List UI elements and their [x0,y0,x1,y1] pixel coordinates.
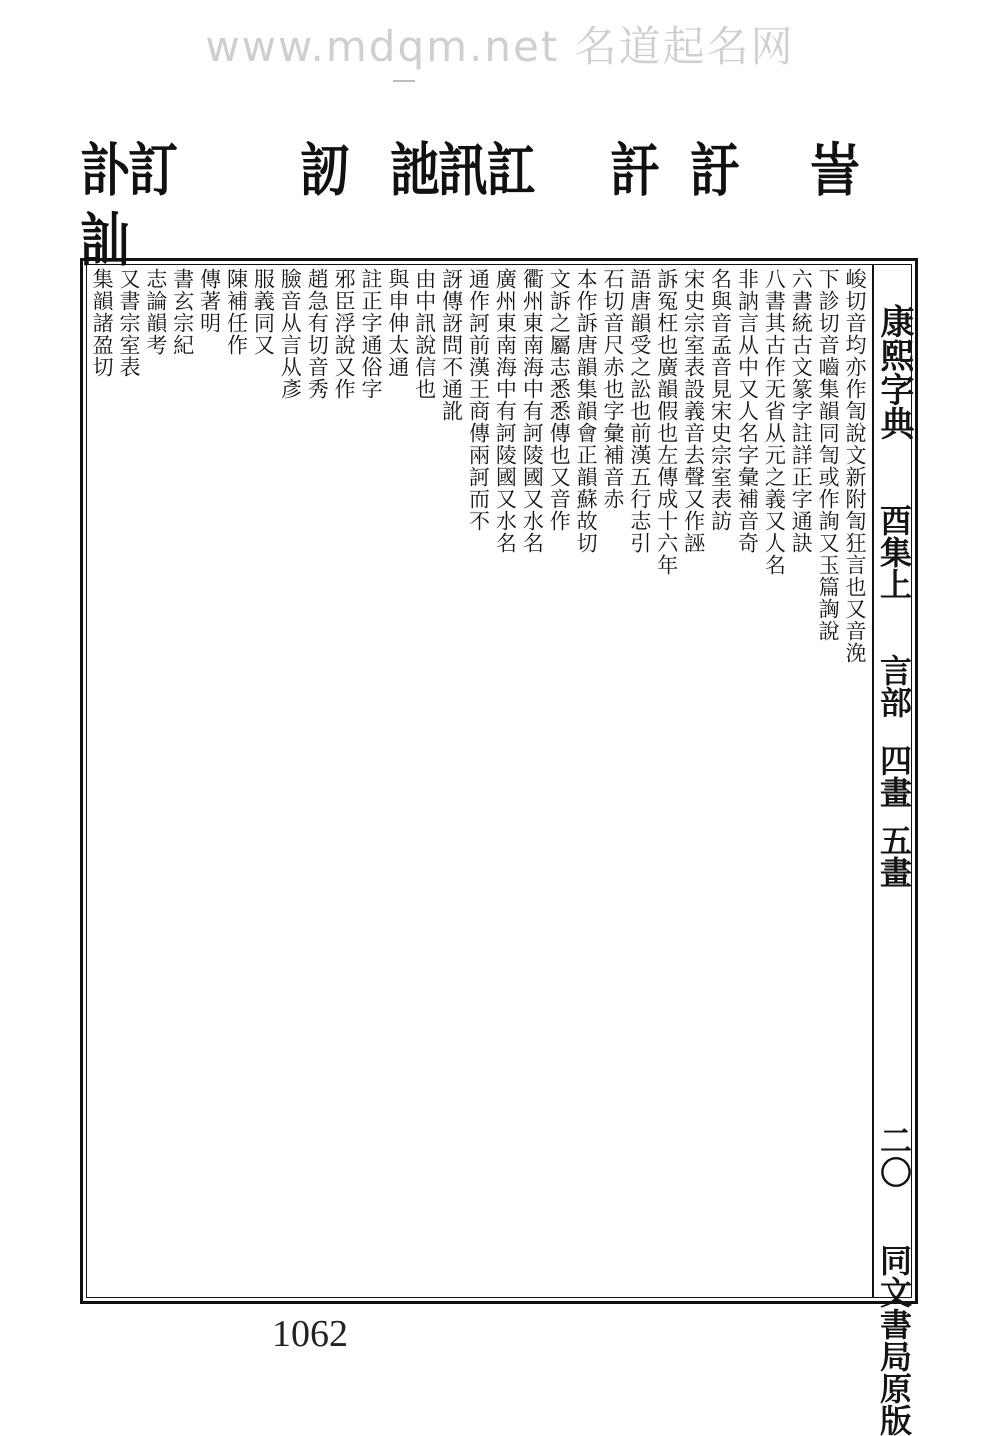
folio-number: 二〇 [875,1124,913,1188]
text-column: 邪臣浮說又作 [332,268,357,400]
text-column: 八書其古作无省从元之義又人名 [762,268,787,576]
text-column: 非訥言从中又人名字彙補音奇 [735,268,760,554]
text-column: 峻切音均亦作訇說文新附訇狂言也又音浼 [843,268,867,664]
watermark-dash [393,80,415,82]
stroke-label-four: 四畫 [875,744,913,808]
text-column: 趙急有切音秀 [305,268,330,400]
text-column: 廣州東南海中有訶陵國又水名 [493,268,518,554]
section-label: 酉集上 [875,504,913,600]
text-column: 訝傳訝問不通訛 [439,268,464,422]
text-column: 集韻諸盈切 [90,268,115,378]
seal-char: 訃訂 [80,136,176,204]
text-column: 志論韻考 [143,268,168,356]
book-title: 康熙字典 [874,304,914,440]
seal-char: 訏 [690,136,738,204]
seal-char: 訒 [300,136,348,204]
seal-char: 訕 [80,206,128,274]
text-column: 六書統古文篆字註詳正字通訣 [789,268,814,554]
text-column: 宋史宗室表設義音去聲又作誣 [681,268,706,554]
text-column: 陳補任作 [224,268,249,356]
seal-char: 訑訊訌 [390,136,534,204]
text-column: 註正字通俗字 [359,268,383,400]
dictionary-text-columns [90,268,870,1294]
text-column: 通作訶前漢王商傳兩訶而不 [466,268,491,532]
text-column: 語唐韻受之訟也前漢五行志引 [627,268,652,554]
text-column: 傳著明 [197,268,222,334]
page-number: 1062 [272,1313,348,1355]
text-column: 與申伸太通 [385,268,410,378]
watermark-text: www.mdqm.net 名道起名网 [205,22,795,71]
stroke-label-five: 五畫 [875,824,913,888]
text-column: 石切音尺赤也字彙補音赤 [601,268,625,510]
text-column: 下診切音嚙集韻同訇或作詢又玉篇詾說 [816,268,841,642]
text-column: 臉音从言从彥 [278,268,303,400]
seal-char: 訐 [610,136,658,204]
publisher-label: 同文書局原版 [875,1244,913,1436]
side-header [872,264,914,1436]
radical-label: 言部 [875,654,913,718]
seal-char: 訔 [810,136,858,204]
text-column: 名與音孟音見宋史宗室表訪 [708,268,733,532]
text-column: 訴冤枉也廣韻假也左傳成十六年 [654,268,679,576]
text-column: 服義同又 [251,268,276,356]
text-column: 本作訴唐韻集韻會正韻蘇故切 [574,268,599,554]
text-column: 書玄宗紀 [170,268,195,356]
text-column: 文訴之屬志悉悉傳也又音作 [547,268,572,532]
text-column: 由中訊說信也 [412,268,437,400]
text-column: 又書宗室表 [117,268,141,378]
text-column: 衢州東南海中有訶陵國又水名 [520,268,545,554]
